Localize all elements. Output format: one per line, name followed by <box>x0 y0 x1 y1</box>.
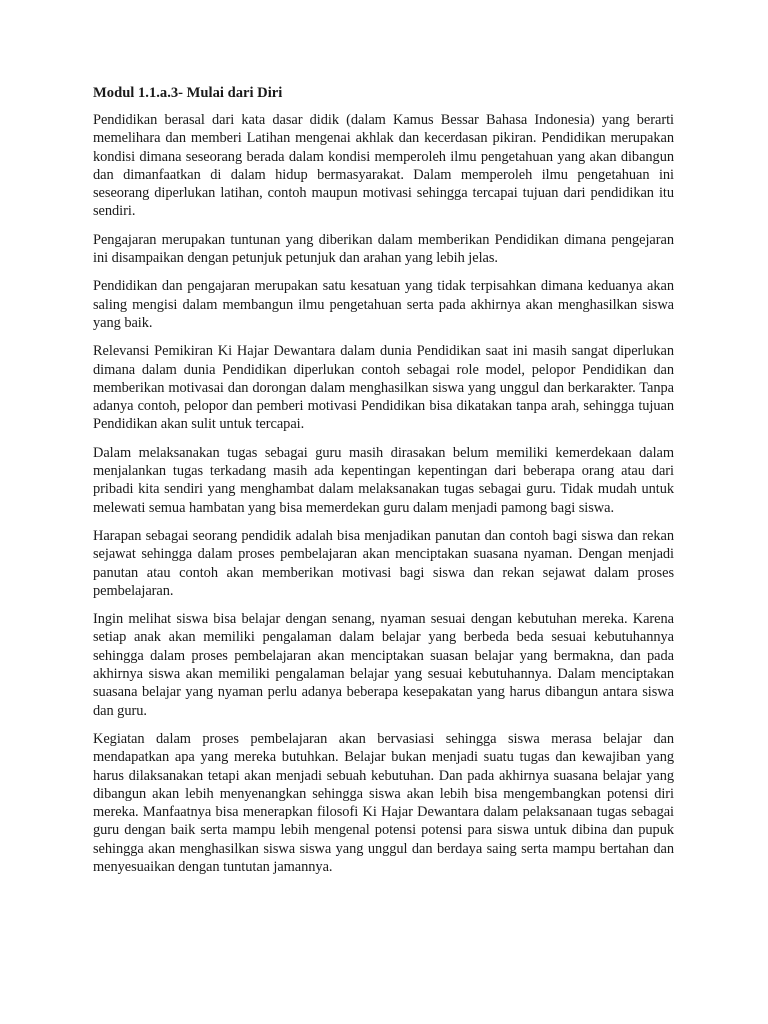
paragraph-relevansi: Relevansi Pemikiran Ki Hajar Dewantara dalam dunia Pendidikan saat ini masih sangat diperlukan dimana dalam dunia Pendidikan diperlukan contoh sebagai role model, pelopor Pendidikan dan memberikan motivasai dan dorongan dalam menghasilkan siswa yang unggul dan berkarakter. Tanpa adanya contoh, pelopor dan pemberi motivasi Pendidikan bisa dikatakan tanpa arah, sehingga tujuan Pendidikan akan sulit untuk tercapai. <box>93 343 674 433</box>
paragraph-kegiatan: Kegiatan dalam proses pembelajaran akan bervasiasi sehingga siswa merasa belajar dan mendapatkan apa yang mereka butuhkan. Belajar bukan menjadi suatu tugas dan kewajiban yang harus dilaksanakan tetapi akan menjadi sebuah kebutuhan. Dan pada akhirnya suasana belajar yang dibangun akan lebih menyenangkan sehingga siswa akan lebih bisa mengembangkan potensi diri mereka. Manfaatnya bisa menerapkan filosofi Ki Hajar Dewantara dalam pelaksanaan tugas sebagai guru dengan baik serta mampu lebih mengenal potensi potensi para siswa untuk dibina dan pupuk sehingga akan menghasilkan siswa siswa yang unggul dan berdaya saing serta mampu bertahan dan menyesuaikan dengan tuntutan jamannya. <box>93 730 674 875</box>
paragraph-ingin-melihat: Ingin melihat siswa bisa belajar dengan senang, nyaman sesuai dengan kebutuhan mereka. Karena setiap anak akan memiliki pengalaman dalam belajar yang berbeda beda sesuai kebutuhannya sehingga dalam proses pembelajaran akan menciptakan suasan belajar yang bermakna, dan pada akhirnya siswa akan memiliki pengalaman belajar yang sesuai kebutuhannya. Dalam menciptakan suasana belajar yang nyaman perlu adanya beberapa kesepakatan yang harus dibangun antara siswa dan guru. <box>93 611 674 719</box>
paragraph-kesatuan: Pendidikan dan pengajaran merupakan satu kesatuan yang tidak terpisahkan dimana keduanya akan saling mengisi dalam membangun ilmu pengetahuan serta pada akhirnya akan menghasilkan siswa yang baik. <box>93 278 674 331</box>
paragraph-pengajaran: Pengajaran merupakan tuntunan yang diberikan dalam memberikan Pendidikan dimana pengejaran ini disampaikan dengan petunjuk petunjuk dan arahan yang lebih jelas. <box>93 231 674 267</box>
paragraph-pendidikan: Pendidikan berasal dari kata dasar didik (dalam Kamus Bessar Bahasa Indonesia) yang berarti memelihara dan memberi Latihan mengenai akhlak dan kecerdasan pikiran. Pendidikan merupakan kondisi dimana seseorang berada dalam kondisi memperoleh ilmu pengetahuan yang akan dibangun dan dimanfaatkan di dalam hidup bermasyarakat. Dalam memperoleh ilmu pengetahuan ini seseorang diperlukan latihan, contoh maupun motivasi sehingga tercapai tujuan dari pendidikan itu sendiri. <box>93 112 674 220</box>
document-page <box>93 84 674 886</box>
document-title: Modul 1.1.a.3- Mulai dari Diri <box>93 85 283 101</box>
paragraph-kemerdekaan: Dalam melaksanakan tugas sebagai guru masih dirasakan belum memiliki kemerdekaan dalam menjalankan tugas terkadang masih ada kepentingan kepentingan dari beberapa orang atau dari pribadi kita sendiri yang menghambat dalam melaksanakan tugas sebagai guru. Tidak mudah untuk melewati semua hambatan yang bisa memerdekan guru dalam menjadi pamong bagi siswa. <box>93 444 674 516</box>
paragraph-harapan: Harapan sebagai seorang pendidik adalah bisa menjadikan panutan dan contoh bagi siswa dan rekan sejawat sehingga dalam proses pembelajaran akan menciptakan suasana nyaman. Dengan menjadi panutan atau contoh akan memberikan motivasi bagi siswa dan rekan sejawat dalam proses pembelajaran. <box>93 527 674 599</box>
